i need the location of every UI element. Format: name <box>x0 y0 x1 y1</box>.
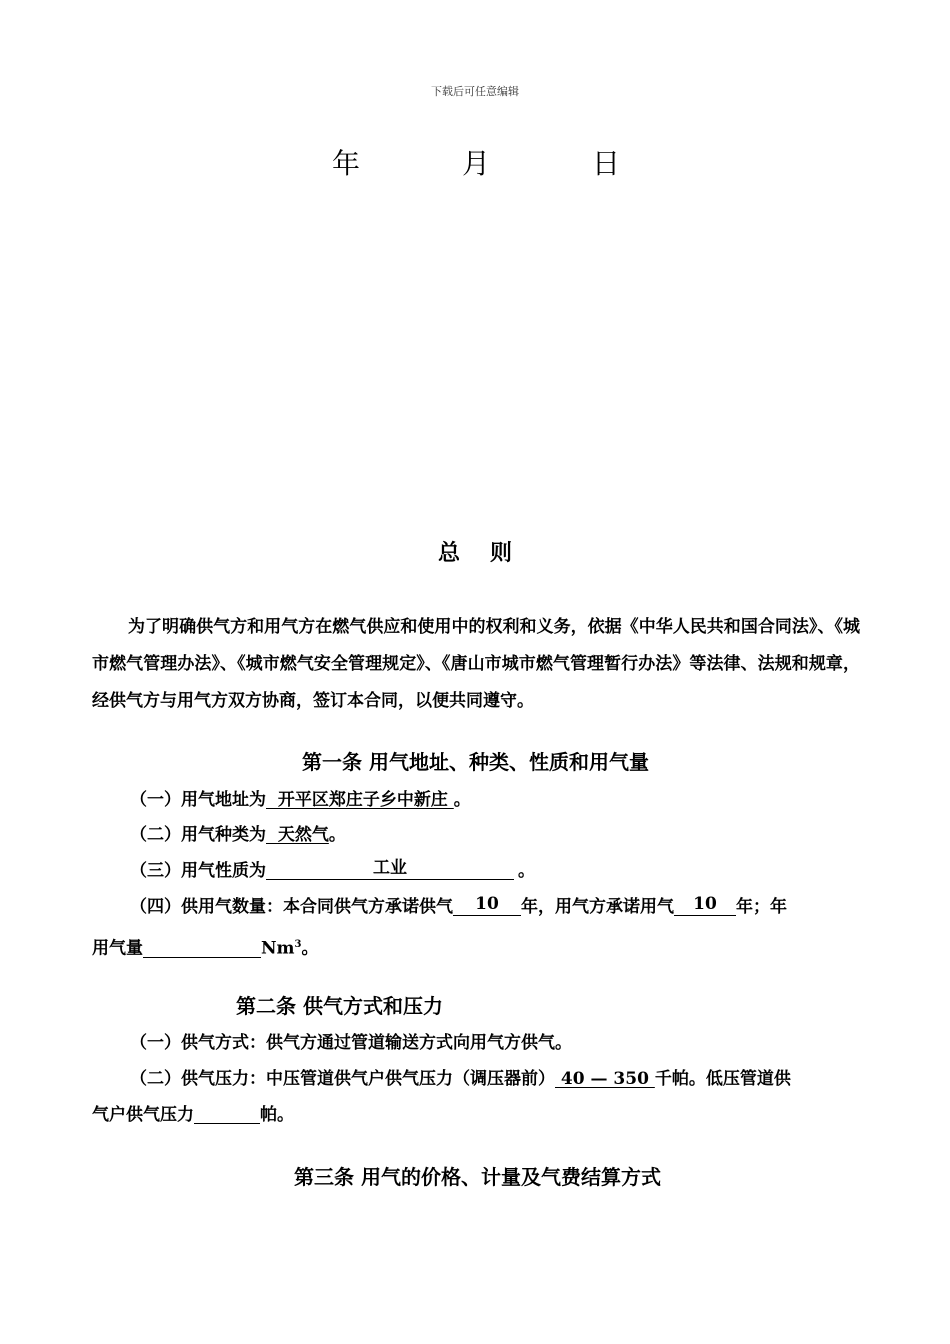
date-day-label: 日 <box>592 147 621 180</box>
supply-years-field <box>453 895 521 916</box>
article-2-heading: 第二条 供气方式和压力 <box>236 994 443 1018</box>
item-end: 。 <box>328 825 346 845</box>
gas-nature-field <box>266 859 514 880</box>
article-1-item-3 <box>92 853 860 890</box>
item-mid: 年，用气方承诺用气 <box>521 897 674 917</box>
item-end: 。 <box>453 790 471 810</box>
watermark-text: 下载后可任意编辑 <box>431 85 519 98</box>
use-years-field <box>674 895 736 916</box>
article-3-heading: 第三条 用气的价格、计量及气费结算方式 <box>294 1165 661 1189</box>
article-1-item-1 <box>92 782 860 819</box>
pressure-value: 40 — 350 <box>555 1069 655 1089</box>
article-2-item-2 <box>92 1061 860 1098</box>
article-2-item-1 <box>92 1025 860 1062</box>
item-label: （四）供用气数量：本合同供气方承诺供气 <box>130 897 453 917</box>
article-1-item-2 <box>92 817 860 854</box>
item-label: 用气量 <box>92 938 143 959</box>
item-label: （三）用气性质为 <box>130 861 266 881</box>
item-end: 。 <box>301 938 319 959</box>
article-1-item-4 <box>92 889 860 926</box>
item-label: （二）供气压力：中压管道供气户供气压力（调压器前） <box>130 1069 555 1089</box>
gas-nature-value: 工业 <box>373 858 407 878</box>
intro-paragraph: 为了明确供气方和用气方在燃气供应和使用中的权利和义务，依据《中华人民共和国合同法》、《城市燃气管理办法》、《城市燃气安全管理规定》、《唐山市城市燃气管理暂行办法》等法律、法规和规章，经供气方与用气方双方协商，签订本合同，以便共同遵守。 <box>92 617 860 711</box>
item-label: 气户供气压力 <box>92 1105 194 1125</box>
gas-type-value: 天然气 <box>266 825 329 845</box>
date-year-label: 年 <box>332 147 361 180</box>
article-1-item-4-line-2 <box>92 926 860 968</box>
item-mid: 千帕。低压管道供 <box>654 1069 791 1089</box>
date-month-label: 月 <box>462 147 491 180</box>
item-end: 。 <box>518 861 535 881</box>
item-tail: 年；年 <box>736 897 787 917</box>
annual-volume-field <box>143 937 261 958</box>
unit-label: Nm <box>261 938 295 959</box>
use-years-value: 10 <box>693 894 717 914</box>
article-2-item-2-line-2 <box>92 1097 860 1134</box>
item-label: （二）用气种类为 <box>130 825 266 845</box>
supply-years-value: 10 <box>475 894 499 914</box>
item-text: （一）供气方式：供气方通过管道输送方式向用气方供气。 <box>130 1033 572 1053</box>
address-value: 开平区郑庄子乡中新庄 <box>266 790 454 810</box>
item-end: 帕。 <box>260 1105 294 1125</box>
low-pressure-field <box>194 1103 260 1124</box>
unit-superscript: 3 <box>294 939 302 950</box>
section-title: 总则 <box>437 540 542 566</box>
item-label: （一）用气地址为 <box>130 790 266 810</box>
article-1-heading: 第一条 用气地址、种类、性质和用气量 <box>302 750 649 774</box>
